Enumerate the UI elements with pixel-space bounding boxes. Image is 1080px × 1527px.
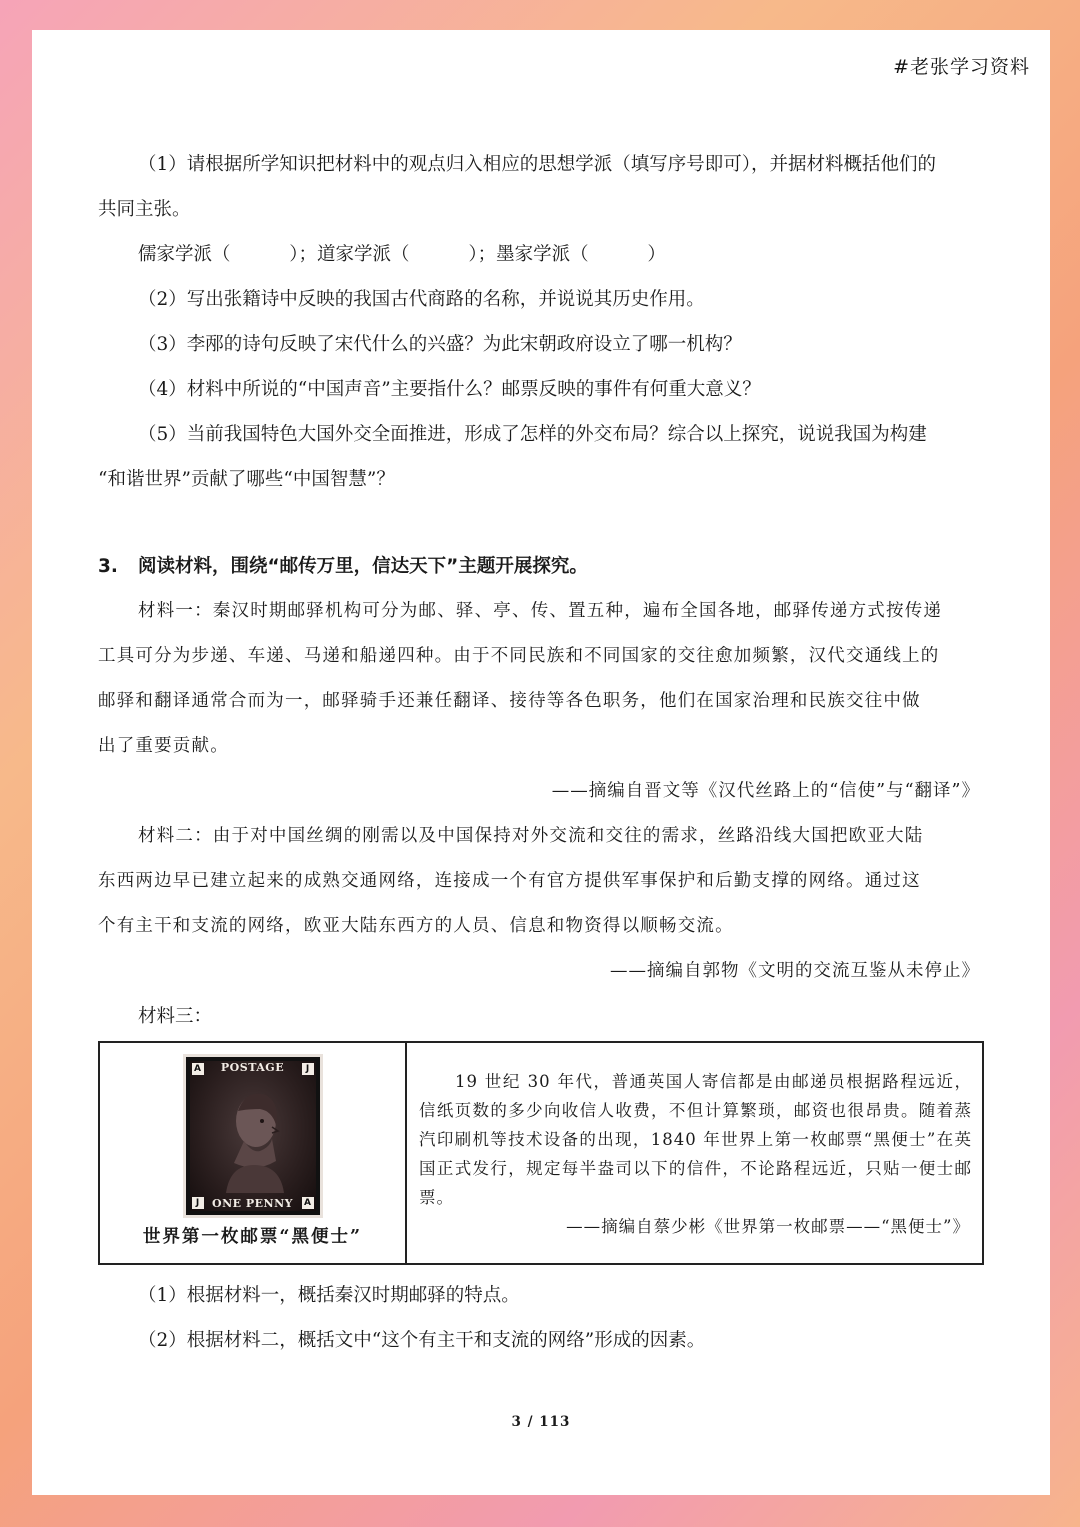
queen-portrait-icon — [216, 1081, 290, 1193]
q2-sub4: （4）材料中所说的“中国声音”主要指什么？邮票反映的事件有何重大意义？ — [138, 379, 761, 400]
q3-sub1: （1）根据材料一，概括秦汉时期邮驿的特点。 — [138, 1285, 520, 1306]
q3-number: 3. — [98, 556, 118, 577]
q2-sub1-line2: 共同主张。 — [98, 199, 191, 220]
page-number: 3 / 113 — [511, 1414, 571, 1430]
stamp-body — [190, 1061, 316, 1211]
q2-sub2: （2）写出张籍诗中反映的我国古代商路的名称，并说说其历史作用。 — [138, 289, 705, 310]
content — [98, 142, 986, 1363]
material3-source: ——摘编自蔡少彬《世界第一枚邮票——“黑便士”》 — [566, 1217, 970, 1236]
q2-schools-fill: 儒家学派（ ）；道家学派（ ）；墨家学派（ ） — [138, 244, 666, 265]
q3-material1-l1: 材料一：秦汉时期邮驿机构可分为邮、驿、亭、传、置五种，遍布全国各地，邮驿传递方式按传递 — [138, 601, 943, 621]
stamp-corner-letter: J — [192, 1197, 204, 1209]
stamp-top-text: POSTAGE — [220, 1061, 285, 1074]
penny-black-stamp-image — [186, 1057, 320, 1215]
stamp-corner-letter: A — [192, 1063, 204, 1075]
stamp-corner-letter: A — [302, 1197, 314, 1209]
stamp-caption: 世界第一枚邮票“黑便士” — [142, 1227, 363, 1247]
q3-source2: ——摘编自郭物《文明的交流互鉴从未停止》 — [610, 961, 980, 981]
material3-table — [98, 1041, 984, 1265]
q3-material2-l1: 材料二：由于对中国丝绸的刚需以及中国保持对外交流和交往的需求，丝路沿线大国把欧亚大陆 — [138, 826, 924, 846]
q2-sub5-line2: “和谐世界”贡献了哪些“中国智慧”？ — [98, 469, 395, 490]
q2-sub3: （3）李邴的诗句反映了宋代什么的兴盛？为此宋朝政府设立了哪一机构？ — [138, 334, 742, 355]
document-page — [32, 30, 1050, 1495]
q3-material1-l4: 出了重要贡献。 — [98, 736, 229, 756]
q3-title — [98, 544, 986, 589]
material3-text-cell — [407, 1043, 982, 1263]
q3-source1: ——摘编自晋文等《汉代丝路上的“信使”与“翻译”》 — [551, 781, 980, 801]
q3-material1-l3: 邮驿和翻译通常合而为一，邮驿骑手还兼任翻译、接待等各色职务，他们在国家治理和民族交往中做 — [98, 691, 921, 711]
stamp-cell — [100, 1043, 407, 1263]
stamp-corner-letter: J — [302, 1063, 314, 1075]
q3-material2-l3: 个有主干和支流的网络，欧亚大陆东西方的人员、信息和物资得以顺畅交流。 — [98, 916, 734, 936]
spacer — [98, 502, 986, 544]
q3-sub2: （2）根据材料二，概括文中“这个有主干和支流的网络”形成的因素。 — [138, 1330, 706, 1351]
q3-title-text: 阅读材料，围绕“邮传万里，信达天下”主题开展探究。 — [138, 556, 588, 577]
q3-material3-label: 材料三： — [138, 1006, 213, 1027]
q3-material2-l2: 东西两边早已建立起来的成熟交通网络，连接成一个有官方提供军事保护和后勤支撑的网络。通过这 — [98, 871, 921, 891]
q3-material1-l2: 工具可分为步递、车递、马递和船递四种。由于不同民族和不同国家的交往愈加频繁，汉代交通线上的 — [98, 646, 940, 666]
watermark: #老张学习资料 — [893, 56, 1030, 78]
material3-text: 19 世纪 30 年代，普通英国人寄信都是由邮递员根据路程远近，信纸页数的多少向收信人收费，不但计算繁琐，邮资也很昂贵。随着蒸汽印刷机等技术设备的出现，1840 年世界上第一枚邮票“黑便士”在英国正式发行，规定每半盎司以下的信件，不论路程远近，只贴一便士邮票。 — [419, 1072, 972, 1207]
stamp-bottom-text: ONE PENNY — [212, 1197, 293, 1210]
q2-sub1-line1: （1）请根据所学知识把材料中的观点归入相应的思想学派（填写序号即可），并据材料概括他们的 — [138, 154, 937, 175]
q2-sub5-line1: （5）当前我国特色大国外交全面推进，形成了怎样的外交布局？综合以上探究，说说我国为构建 — [138, 424, 927, 445]
